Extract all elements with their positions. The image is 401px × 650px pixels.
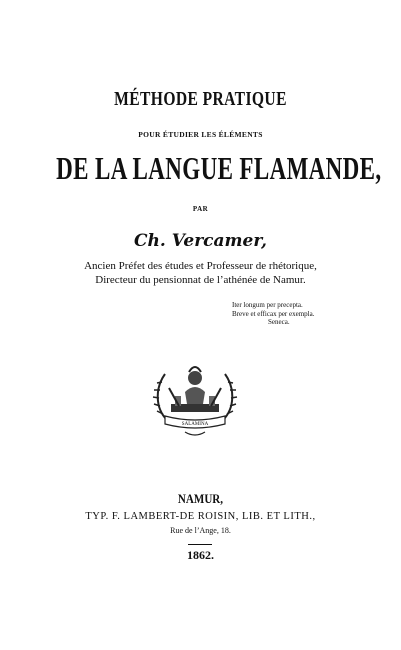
byline-par: PAR — [192, 205, 209, 213]
epigraph-line2: Breve et efficax per exempla. — [232, 309, 315, 318]
epigraph-line1: Iter longum per precepta. — [232, 301, 303, 309]
author-name: Ch. Vercamer, — [134, 231, 267, 251]
title-line-langue-flamande: DE LA LANGUE FLAMANDE, — [56, 150, 382, 186]
epigraph-source: Seneca. — [268, 318, 290, 326]
emblem-banner-text: SALAMINA — [181, 422, 209, 427]
imprint-street: Rue de l’Ange, 18. — [170, 526, 231, 535]
author-role-line1: Ancien Préfet des études et Professeur de rhétorique, — [84, 260, 317, 272]
imprint-year: 1862. — [187, 548, 214, 562]
imprint-printer: TYP. F. LAMBERT-DE ROISIN, LIB. ET LITH., — [85, 511, 316, 522]
title-line-methode: MÉTHODE PRATIQUE — [114, 88, 287, 110]
epigraph — [232, 301, 352, 327]
imprint-divider — [188, 544, 212, 545]
author-role-line2: Directeur du pensionnat de l’athénée de Namur. — [95, 274, 306, 286]
printer-emblem-icon — [145, 358, 245, 438]
title-line-subtitle: POUR ÉTUDIER LES ÉLÉMENTS — [138, 130, 263, 139]
imprint-city: NAMUR, — [177, 491, 224, 506]
